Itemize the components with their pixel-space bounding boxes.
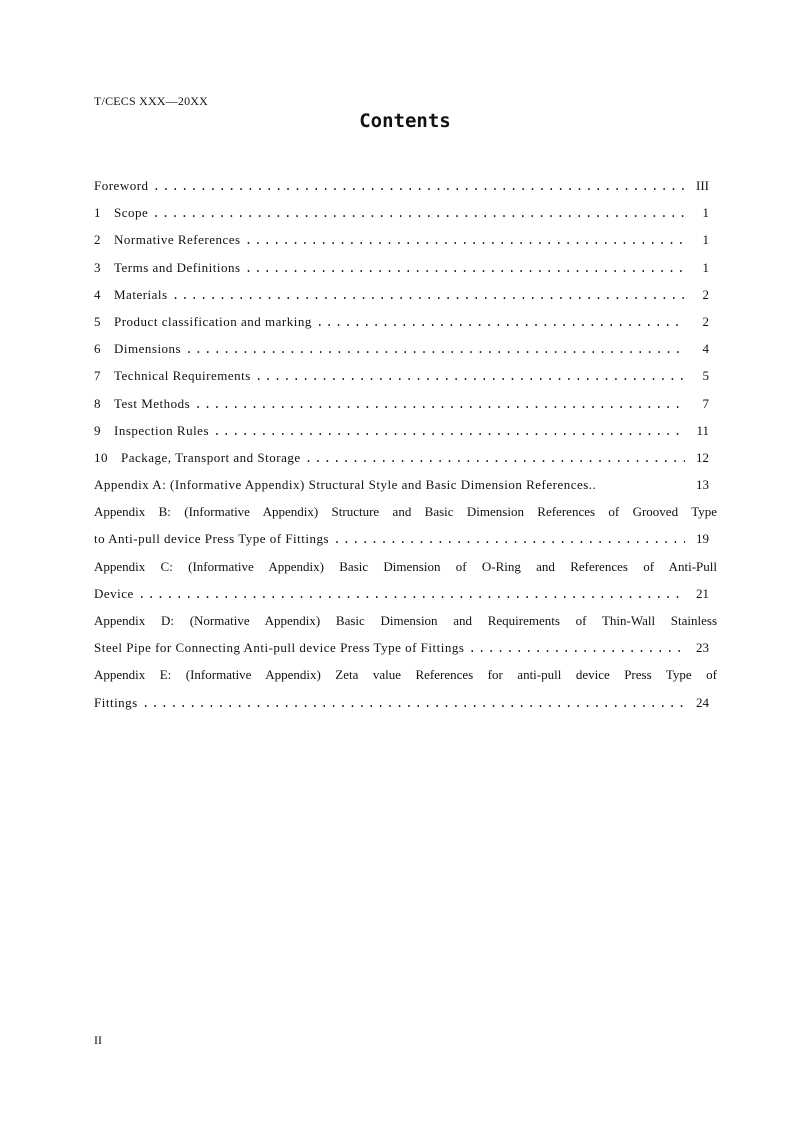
toc-entry-label: 10 Package, Transport and Storage <box>94 446 301 470</box>
toc-entry-appendix-d-line2[interactable] <box>94 636 717 663</box>
toc-entry-terms-and-definitions[interactable] <box>94 256 717 283</box>
toc-entry-label: Foreword <box>94 178 149 193</box>
dot-leader <box>152 202 685 226</box>
toc-entry-label: 4 Materials <box>94 283 168 307</box>
toc-entry-label: to Anti-pull device Press Type of Fittings <box>94 531 330 547</box>
toc-entry-number: 3 <box>94 259 101 275</box>
toc-page-number: 4 <box>702 341 709 357</box>
toc-entry-appendix-e-line1[interactable] <box>94 663 717 690</box>
toc-entry-number: 4 <box>94 286 101 302</box>
toc-entry-label: 8 Test Methods <box>94 392 190 416</box>
dot-leader <box>185 338 685 362</box>
toc-page-number: 5 <box>702 368 709 384</box>
toc-page-number: 1 <box>702 259 709 275</box>
dot-leader <box>245 229 685 253</box>
toc-page-number: 19 <box>696 531 709 547</box>
toc-entry-label: Appendix C: (Informative Appendix) Basic Dimension of O-Ring and References of Anti-Pull <box>94 558 717 574</box>
toc-entry-number: 6 <box>94 341 101 357</box>
dot-leader <box>333 528 685 552</box>
toc-page-number: 12 <box>696 449 709 465</box>
dot-leader <box>142 692 685 716</box>
toc-page-number: 23 <box>696 640 709 656</box>
toc-entry-number: 7 <box>94 368 101 384</box>
dot-leader <box>305 447 685 471</box>
document-code: T/CECS XXX—20XX <box>94 94 209 108</box>
toc-entry-appendix-e-line2[interactable] <box>94 691 717 718</box>
toc-page-number: 13 <box>696 477 709 493</box>
toc-page-number: 1 <box>702 205 709 221</box>
toc-entry-label: Fittings <box>94 694 138 710</box>
toc-entry-label: 3 Terms and Definitions <box>94 256 241 280</box>
dot-leader <box>138 583 685 607</box>
toc-entry-package-transport-storage[interactable] <box>94 446 717 473</box>
toc-page-number: 24 <box>696 694 709 710</box>
dot-leader <box>316 311 685 335</box>
dot-leader <box>213 420 685 444</box>
toc-page-number: 7 <box>702 395 709 411</box>
toc-page-number: 11 <box>696 422 709 438</box>
toc-entry-label: 1 Scope <box>94 201 148 225</box>
toc-entry-label: Appendix A: (Informative Appendix) Structural Style and Basic Dimension References.. <box>94 477 597 493</box>
toc-entry-appendix-c-line1[interactable] <box>94 555 717 582</box>
dot-leader <box>194 393 685 417</box>
toc-entry-appendix-a[interactable] <box>94 473 717 500</box>
dot-leader <box>245 257 685 281</box>
toc-page-number: III <box>696 178 709 193</box>
toc-entry-materials[interactable] <box>94 283 717 310</box>
toc-entry-label: Appendix B: (Informative Appendix) Structure and Basic Dimension References of Grooved Type <box>94 504 717 520</box>
toc-entry-technical-requirements[interactable] <box>94 364 717 391</box>
toc-page-number: 21 <box>696 585 709 601</box>
toc-entry-label: 9 Inspection Rules <box>94 419 209 443</box>
page-number: II <box>94 1033 102 1047</box>
toc-entry-label: Steel Pipe for Connecting Anti-pull device Press Type of Fittings <box>94 640 465 656</box>
toc-entry-number: 5 <box>94 313 101 329</box>
dot-leader <box>468 637 685 661</box>
toc-entry-label: 5 Product classification and marking <box>94 310 312 334</box>
toc-entry-label: Appendix E: (Informative Appendix) Zeta value References for anti-pull device Press Type of <box>94 667 717 683</box>
toc-entry-number: 10 <box>94 449 108 465</box>
dot-leader <box>255 365 685 389</box>
toc-entry-label: Appendix D: (Normative Appendix) Basic Dimension and Requirements of Thin-Wall Stainless <box>94 613 717 628</box>
toc-entry-dimensions[interactable] <box>94 337 717 364</box>
toc-entry-number: 2 <box>94 232 101 248</box>
toc-entry-appendix-c-line2[interactable] <box>94 582 717 609</box>
toc-entry-appendix-d-line1[interactable] <box>94 609 717 636</box>
toc-page-number: 2 <box>702 286 709 302</box>
page-title: Contents <box>359 110 451 132</box>
toc-entry-appendix-b-line2[interactable] <box>94 527 717 554</box>
toc-entry-number: 8 <box>94 395 101 411</box>
toc-entry-label: 6 Dimensions <box>94 337 181 361</box>
table-of-contents <box>94 174 717 718</box>
toc-entry-appendix-b-line1[interactable] <box>94 500 717 527</box>
toc-entry-label: Device <box>94 585 134 601</box>
toc-page-number: 2 <box>702 313 709 329</box>
dot-leader <box>172 284 685 308</box>
toc-entry-label: 2 Normative References <box>94 228 241 252</box>
toc-entry-number: 9 <box>94 422 101 438</box>
toc-entry-inspection-rules[interactable] <box>94 419 717 446</box>
toc-entry-foreword[interactable] <box>94 174 717 201</box>
toc-entry-number: 1 <box>94 205 101 221</box>
toc-entry-product-classification[interactable] <box>94 310 717 337</box>
toc-page-number: 1 <box>702 232 709 248</box>
toc-entry-normative-references[interactable] <box>94 228 717 255</box>
toc-entry-label: 7 Technical Requirements <box>94 364 251 388</box>
toc-entry-test-methods[interactable] <box>94 392 717 419</box>
toc-entry-scope[interactable] <box>94 201 717 228</box>
dot-leader <box>153 175 685 199</box>
